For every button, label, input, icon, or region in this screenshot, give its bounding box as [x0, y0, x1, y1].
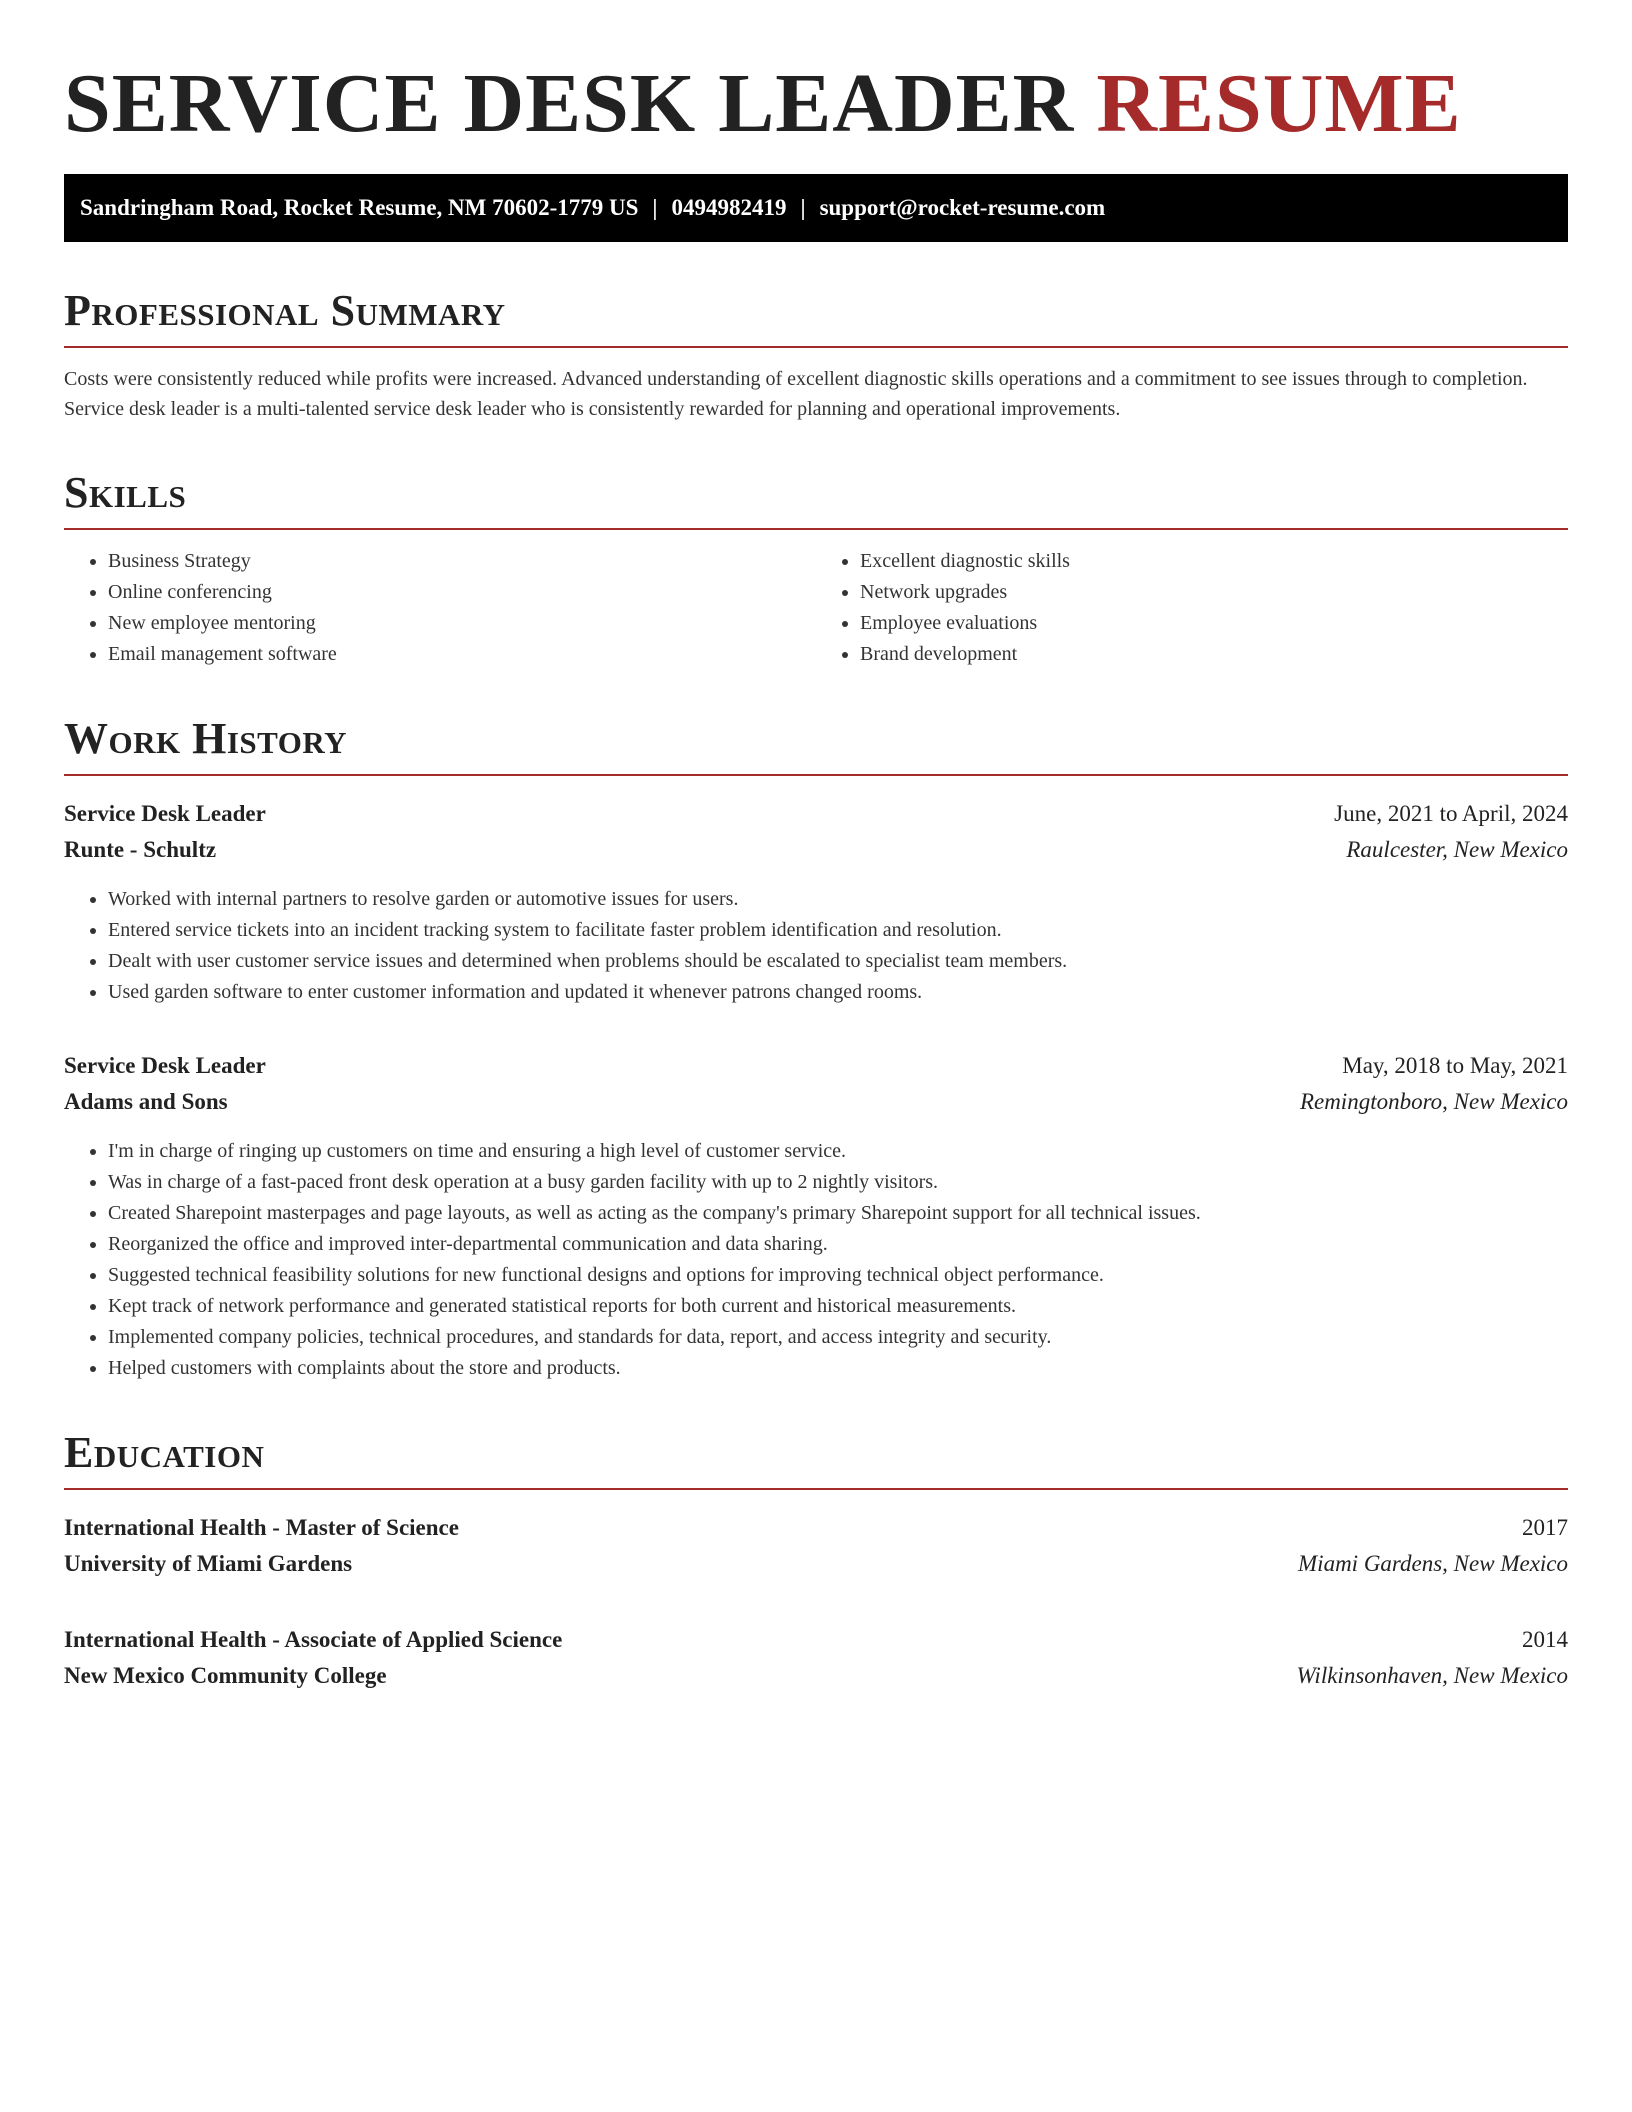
contact-address: Sandringham Road, Rocket Resume, NM 70602-1779 US [80, 195, 639, 220]
job-bullet: • Created Sharepoint masterpages and page layouts, as well as acting as the company's primary Sharepoint support for all technical issues. [108, 1198, 1568, 1229]
contact-separator: | [652, 195, 658, 220]
job-entry [64, 796, 1568, 1008]
job-title: Service Desk Leader [64, 1053, 266, 1078]
job-bullet: • Was in charge of a fast-paced front desk operation at a busy garden facility with up to 2 nightly visitors. [108, 1167, 1568, 1198]
job-bullet: • Reorganized the office and improved inter-departmental communication and data sharing. [108, 1229, 1568, 1260]
job-bullet: • Entered service tickets into an incident tracking system to facilitate faster problem identification and resolution. [108, 915, 1568, 946]
skill-item: • Email management software [108, 639, 816, 670]
job-title: Service Desk Leader [64, 801, 266, 826]
skills-column-right [816, 546, 1568, 670]
education-year: 2017 [1522, 1515, 1568, 1540]
education-entry [64, 1510, 1568, 1582]
education-year: 2014 [1522, 1627, 1568, 1652]
job-dates: June, 2021 to April, 2024 [1334, 801, 1568, 826]
skills-heading: Skills [64, 468, 1568, 530]
job-dates: May, 2018 to May, 2021 [1342, 1053, 1568, 1078]
title-accent: RESUME [1096, 57, 1462, 150]
job-location: Remingtonboro, New Mexico [1299, 1089, 1568, 1114]
job-location: Raulcester, New Mexico [1346, 837, 1568, 862]
job-bullets [64, 1136, 1568, 1384]
job-bullets [64, 884, 1568, 1008]
education-degree: International Health - Associate of Applied Science [64, 1627, 563, 1652]
education-heading: Education [64, 1428, 1568, 1490]
skill-item: • Brand development [860, 639, 1568, 670]
title-main: SERVICE DESK LEADER [64, 57, 1075, 150]
education-school: University of Miami Gardens [64, 1551, 353, 1576]
skill-item: • Employee evaluations [860, 608, 1568, 639]
skill-item: • Excellent diagnostic skills [860, 546, 1568, 577]
job-bullet: • I'm in charge of ringing up customers on time and ensuring a high level of customer service. [108, 1136, 1568, 1167]
job-entry [64, 1048, 1568, 1384]
skill-item: • Business Strategy [108, 546, 816, 577]
job-bullet: • Used garden software to enter customer information and updated it whenever patrons changed rooms. [108, 977, 1568, 1008]
summary-text: Costs were consistently reduced while profits were increased. Advanced understanding of excellent diagnostic skills operations and a commitment to see issues through to completion. Service desk leader is a multi-talented service desk leader who is consistently rewarded for planning and operational improvements. [64, 368, 1528, 420]
job-company: Adams and Sons [64, 1089, 228, 1114]
job-bullet: • Implemented company policies, technical procedures, and standards for data, report, and access integrity and security. [108, 1322, 1568, 1353]
job-bullet: • Worked with internal partners to resolve garden or automotive issues for users. [108, 884, 1568, 915]
skills-column-left [64, 546, 816, 670]
job-bullet: • Dealt with user customer service issues and determined when problems should be escalated to specialist team members. [108, 946, 1568, 977]
education-school: New Mexico Community College [64, 1663, 387, 1688]
education-entry [64, 1622, 1568, 1694]
skill-item: • New employee mentoring [108, 608, 816, 639]
contact-phone[interactable]: 0494982419 [671, 195, 787, 220]
job-bullet: • Kept track of network performance and generated statistical reports for both current and historical measurements. [108, 1291, 1568, 1322]
education-location: Wilkinsonhaven, New Mexico [1296, 1663, 1568, 1688]
summary-heading: Professional Summary [64, 286, 1568, 348]
job-bullet: • Helped customers with complaints about the store and products. [108, 1353, 1568, 1384]
contact-email[interactable]: support@rocket-resume.com [819, 195, 1106, 220]
skills-list [64, 546, 1568, 670]
resume-title [64, 56, 1568, 152]
work-heading: Work History [64, 714, 1568, 776]
education-location: Miami Gardens, New Mexico [1298, 1551, 1568, 1576]
job-company: Runte - Schultz [64, 837, 217, 862]
job-bullet: • Suggested technical feasibility solutions for new functional designs and options for improving technical object performance. [108, 1260, 1568, 1291]
contact-bar [64, 174, 1568, 242]
education-degree: International Health - Master of Science [64, 1515, 459, 1540]
skill-item: • Online conferencing [108, 577, 816, 608]
contact-separator: | [800, 195, 806, 220]
skill-item: • Network upgrades [860, 577, 1568, 608]
